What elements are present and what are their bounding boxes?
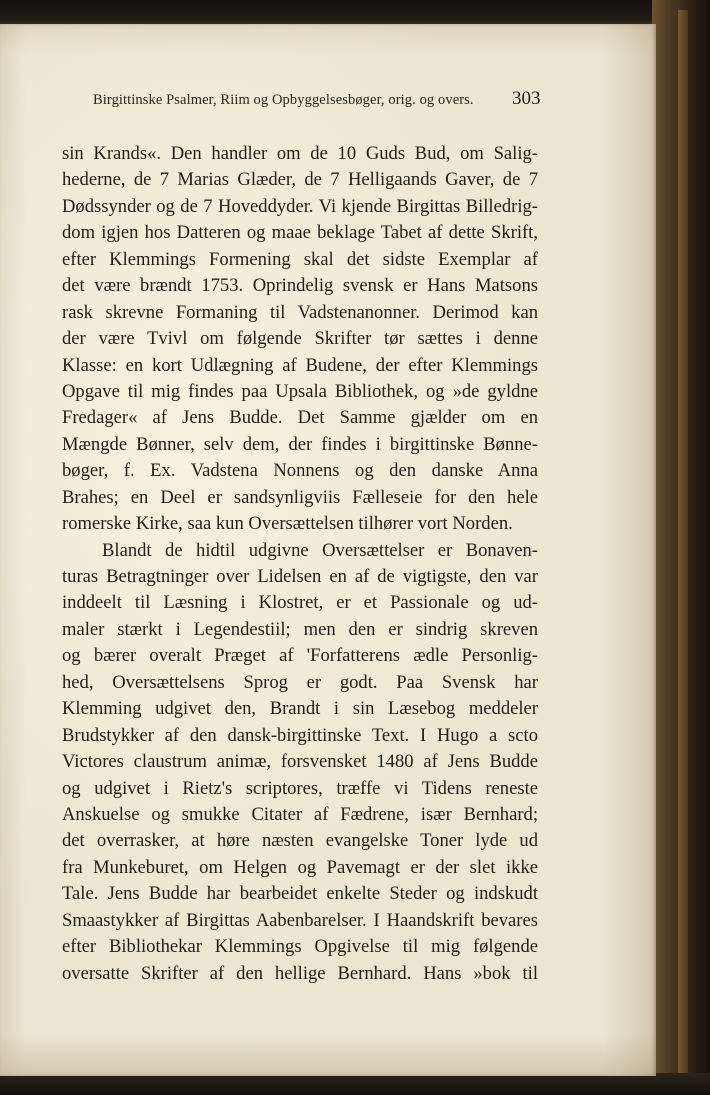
text-line: og bærer overalt Præget af 'Forfatterens ædle Personlig- (62, 645, 538, 667)
text-line: bøger, f. Ex. Vadstena Nonnens og den danske Anna (62, 460, 538, 482)
text-line: efter Klemmings Formening skal det sidste Exemplar af (62, 248, 538, 270)
text-line: hed, Oversættelsens Sprog er godt. Paa Svensk har (62, 671, 538, 693)
text-line: Opgave til mig findes paa Upsala Bibliothek, og »de gyldne (62, 380, 538, 402)
running-header: Birgittinske Psalmer, Riim og Opbyggelsesbøger, orig. og overs. (93, 92, 474, 108)
text-line: dom igjen hos Datteren og maae beklage Tabet af dette Skrift, (62, 222, 538, 244)
text-line: og udgivet i Rietz's scriptores, træffe vi Tidens reneste (62, 777, 538, 799)
text-line: Klasse: en kort Udlægning af Budene, der efter Klemmings (62, 354, 538, 376)
text-line: Smaastykker af Birgittas Aabenbarelser. I Haandskrift bevares (62, 909, 538, 931)
text-line: hederne, de 7 Marias Glæder, de 7 Helligaands Gaver, de 7 (62, 169, 538, 191)
page-number: 303 (512, 88, 541, 109)
text-line: oversatte Skrifter af den hellige Bernhard. Hans »bok til (62, 962, 538, 984)
text-line: rask skrevne Formaning til Vadstenanonner. Derimod kan (62, 301, 538, 323)
text-line: turas Betragtninger over Lidelsen en af de vigtigste, den var (62, 566, 538, 587)
text-line: Tale. Jens Budde har bearbeidet enkelte Steder og indskudt (62, 883, 538, 905)
text-line: romerske Kirke, saa kun Oversættelsen tilhører vort Norden. (62, 513, 513, 535)
text-line: der være Tvivl om følgende Skrifter tør sættes i denne (62, 328, 538, 350)
text-line: Anskuelse og smukke Citater af Fædrene, især Bernhard; (62, 803, 538, 825)
text-line: Brudstykker af den dansk-birgittinske Text. I Hugo a scto (62, 724, 538, 746)
text-line: Mængde Bønner, selv dem, der findes i birgittinske Bønne- (62, 433, 538, 455)
book-spine-stripe (678, 10, 688, 1085)
scan-bottom-border (0, 1073, 710, 1095)
text-line: Dødssynder og de 7 Hoveddyder. Vi kjende Birgittas Billedrig- (62, 195, 538, 217)
text-line: Victores claustrum animæ, forsvensket 1480 af Jens Budde (62, 751, 538, 773)
text-line: efter Bibliothekar Klemmings Opgivelse til mig følgende (62, 936, 538, 958)
text-line: det overrasker, at høre næsten evangelske Toner lyde ud (62, 830, 538, 852)
text-line: inddeelt til Læsning i Klostret, er et Passionale og ud- (62, 592, 538, 614)
body-text (62, 141, 538, 987)
text-line-paragraph-start: Blandt de hidtil udgivne Oversættelser er Bonaven- (102, 539, 538, 561)
text-line: maler stærkt i Legendestiil; men den er sindrig skreven (62, 618, 538, 640)
scan-top-border (0, 0, 710, 26)
text-line: Brahes; en Deel er sandsynligviis Fælleseie for den hele (62, 486, 538, 508)
paper-page (0, 24, 656, 1076)
text-line: det være brændt 1753. Oprindelig svensk er Hans Matsons (62, 275, 538, 297)
text-line: Klemming udgivet den, Brandt i sin Læsebog meddeler (62, 698, 538, 720)
text-line: Fredager« af Jens Budde. Det Samme gjælder om en (62, 407, 538, 429)
text-line: fra Munkeburet, om Helgen og Pavemagt er der slet ikke (62, 856, 538, 878)
text-line: sin Krands«. Den handler om de 10 Guds Bud, om Salig- (62, 143, 538, 164)
